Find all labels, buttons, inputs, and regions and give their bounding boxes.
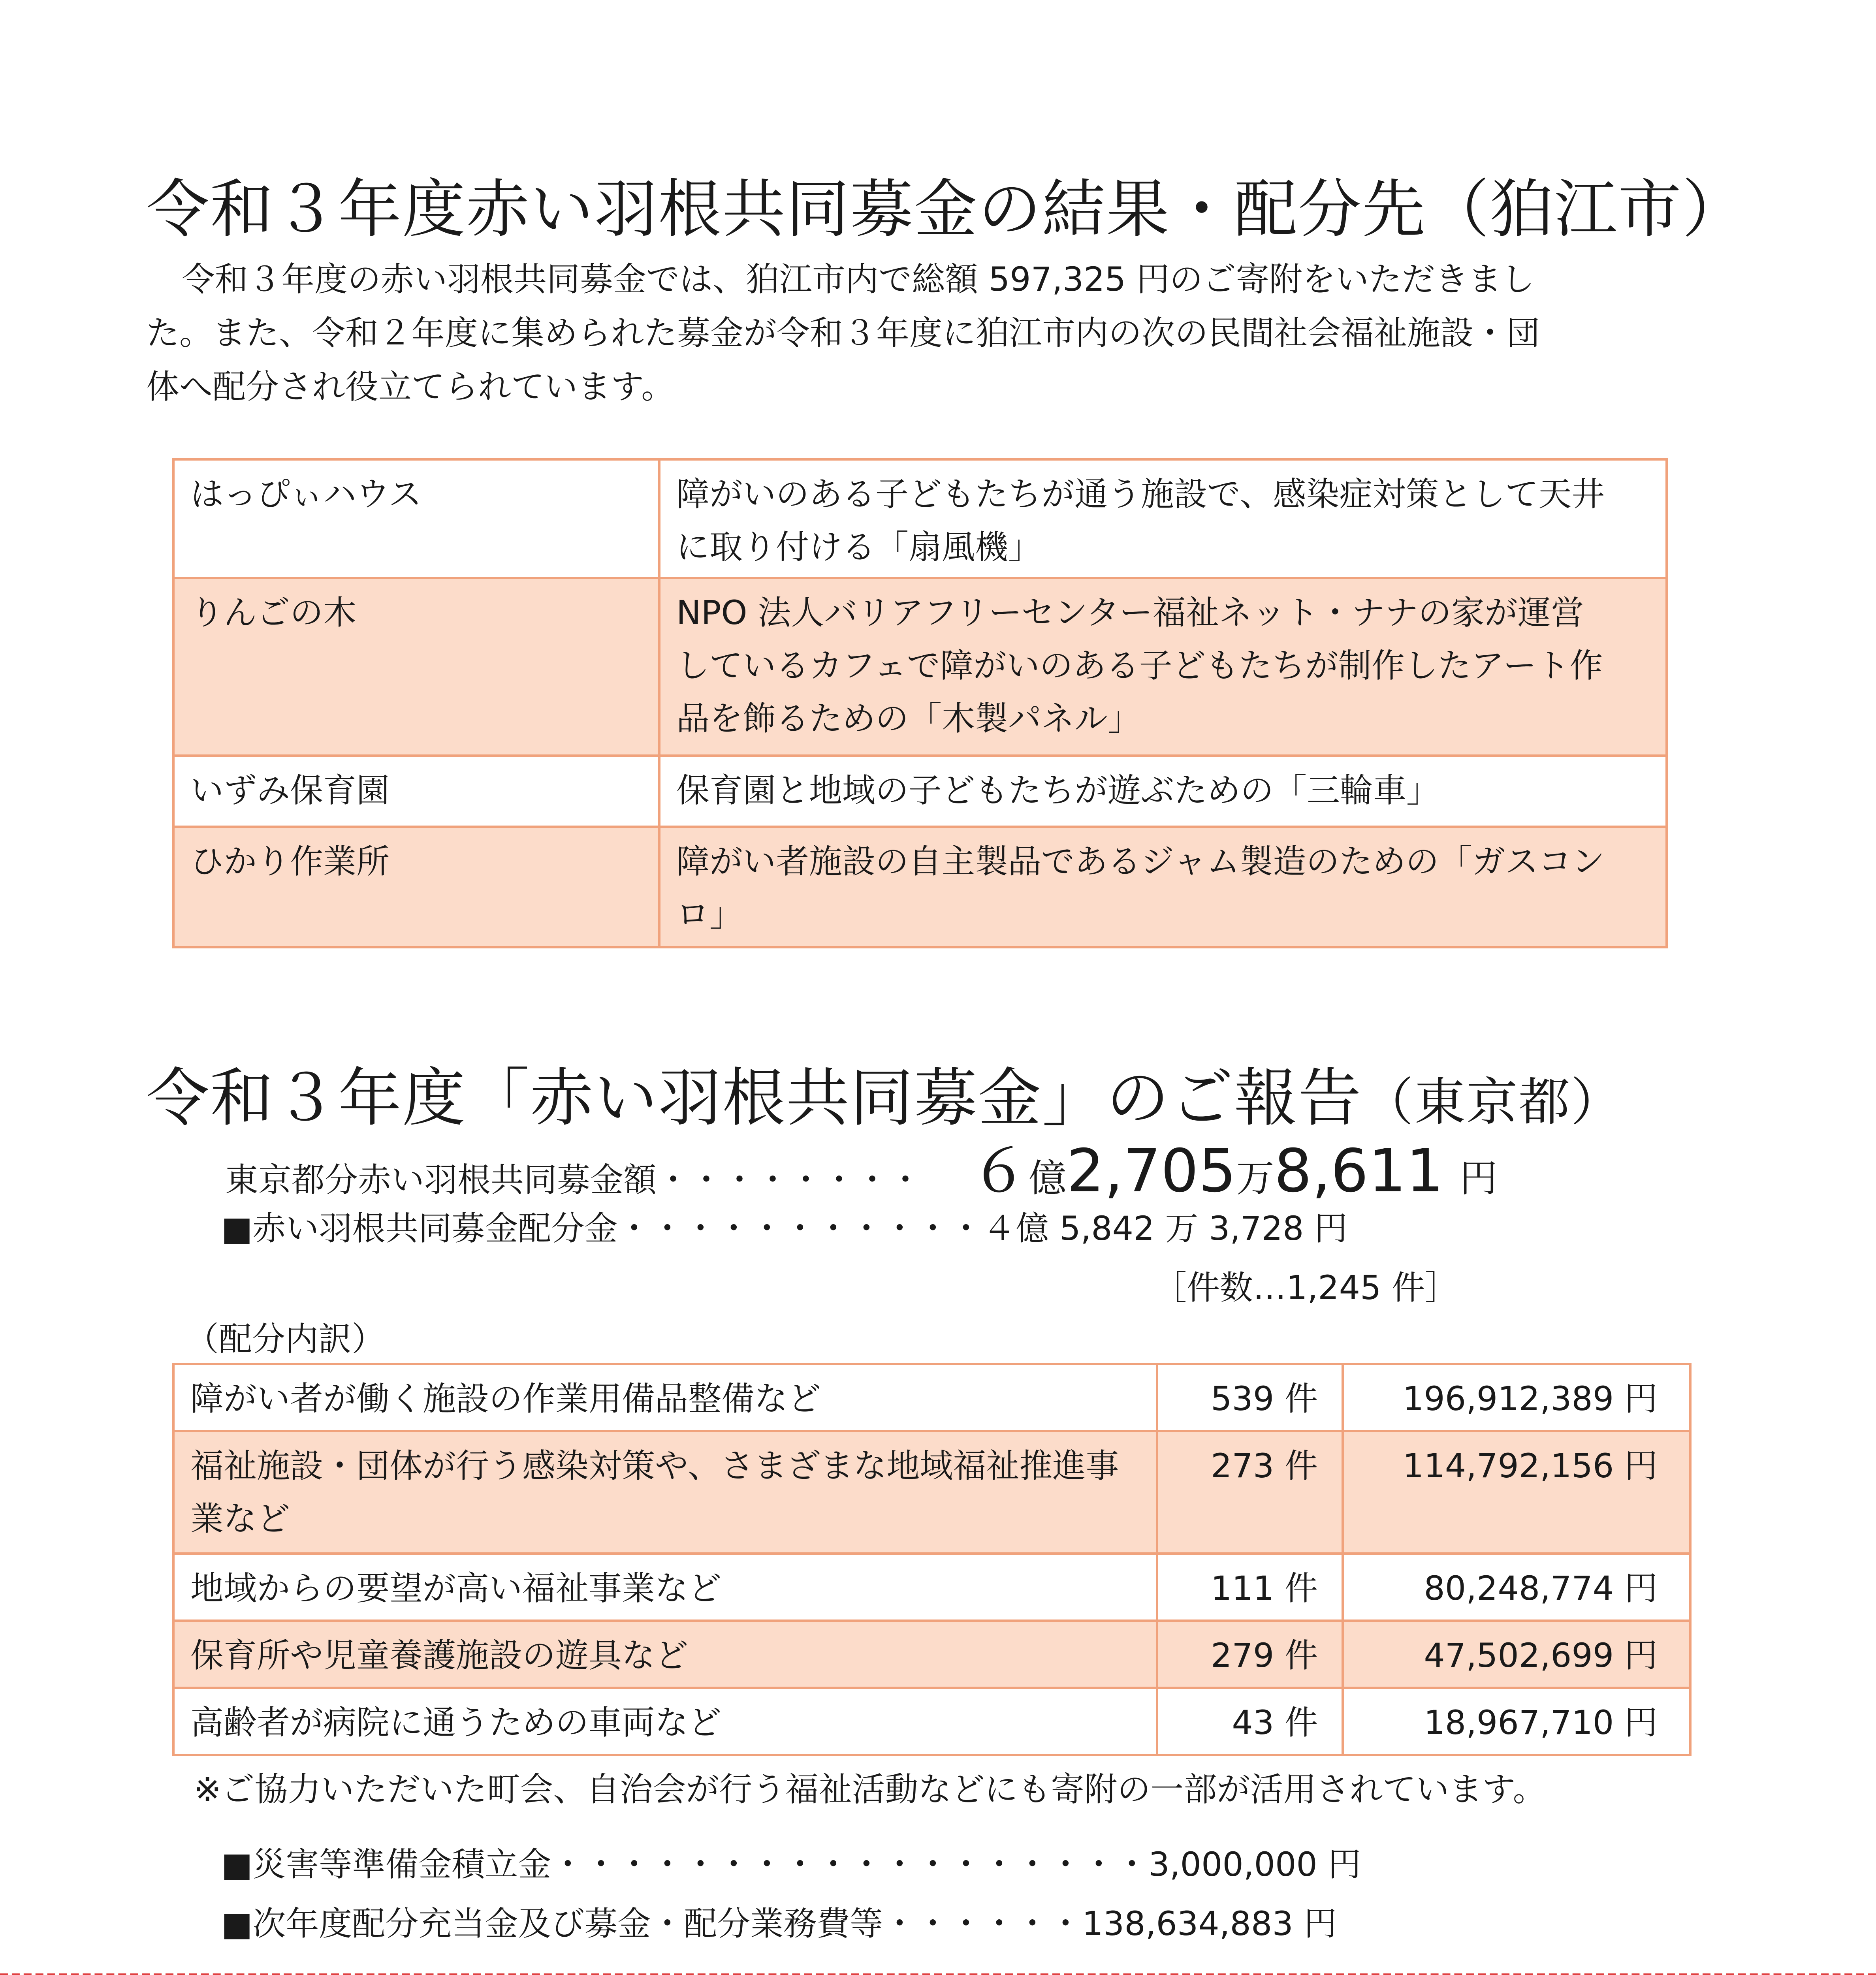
intro-line-3: 体へ配分され役立てられています。 — [146, 367, 675, 406]
facility-table — [172, 458, 1668, 948]
section1-title: 令和３年度赤い羽根共同募金の結果・配分先（狛江市） — [146, 172, 1746, 246]
facility-desc — [659, 827, 1667, 947]
allocation-table — [172, 1363, 1692, 1756]
table-row — [173, 1431, 1690, 1554]
allocation-item: 保育所や児童養護施設の遊具など — [173, 1621, 1157, 1688]
total-value-man: 2,705 — [1067, 1137, 1236, 1206]
allocation-item: 地域からの要望が高い福祉事業など — [173, 1554, 1157, 1621]
table-row — [173, 1621, 1690, 1688]
breakdown-label: （配分内訳） — [186, 1320, 385, 1358]
allocation-amount: 196,912,389 円 — [1343, 1364, 1690, 1431]
table-row — [173, 578, 1667, 756]
desc-line: 障がい者施設の自主製品であるジャム製造のための「ガスコン — [676, 842, 1605, 881]
item-line: 業など — [190, 1499, 290, 1538]
facility-desc — [659, 756, 1667, 827]
allocation-amount: 47,502,699 円 — [1343, 1621, 1690, 1688]
item-line: 福祉施設・団体が行う感染対策や、さまざまな地域福祉推進事 — [190, 1446, 1119, 1485]
dashed-divider — [0, 1973, 1876, 1975]
desc-line: 障がいのある子どもたちが通う施設で、感染症対策として天井 — [676, 475, 1605, 514]
table-row — [173, 1554, 1690, 1621]
total-value-yen: 8,611 — [1274, 1137, 1444, 1206]
allocation-item: 障がい者が働く施設の作業用備品整備など — [173, 1364, 1157, 1431]
facility-name: りんごの木 — [173, 578, 659, 756]
allocation-count: 111 件 — [1157, 1554, 1343, 1621]
intro-line-1: 令和３年度の赤い羽根共同募金では、狛江市内で総額 597,325 円のご寄附をいただきまし — [182, 260, 1535, 299]
allocation-line: ■赤い羽根共同募金配分金・・・・・・・・・・・４億 5,842 万 3,728 円 — [221, 1209, 1348, 1248]
total-value-oku: ６ — [969, 1137, 1029, 1206]
facility-name: はっぴぃハウス — [173, 459, 659, 578]
allocation-item — [173, 1431, 1157, 1554]
total-row — [225, 1137, 1498, 1206]
desc-line: 品を飾るための「木製パネル」 — [676, 699, 1141, 738]
facility-name: ひかり作業所 — [173, 827, 659, 947]
reserve-line: ■災害等準備金積立金・・・・・・・・・・・・・・・・・・3,000,000 円 — [221, 1845, 1361, 1884]
table-row — [173, 827, 1667, 947]
desc-line: しているカフェで障がいのある子どもたちが制作したアート作 — [676, 646, 1603, 685]
title-main: 令和３年度「赤い羽根共同募金」のご報告 — [146, 1061, 1362, 1135]
count-line: ［件数…1,245 件］ — [1153, 1268, 1458, 1307]
facility-desc — [659, 459, 1667, 578]
unit-yen: 円 — [1459, 1156, 1498, 1200]
unit-man: 万 — [1236, 1156, 1274, 1200]
table-row — [173, 459, 1667, 578]
next-year-line: ■次年度配分充当金及び募金・配分業務費等・・・・・・138,634,883 円 — [221, 1904, 1337, 1943]
total-label: 東京都分赤い羽根共同募金額・・・・・・・・ — [225, 1161, 922, 1199]
allocation-count: 273 件 — [1157, 1431, 1343, 1554]
allocation-amount: 114,792,156 円 — [1343, 1431, 1690, 1554]
allocation-amount: 18,967,710 円 — [1343, 1688, 1690, 1755]
usage-note: ※ご協力いただいた町会、自治会が行う福祉活動などにも寄附の一部が活用されています。 — [194, 1770, 1546, 1809]
intro-line-2: た。また、令和２年度に集められた募金が令和３年度に狛江市内の次の民間社会福祉施設・団 — [146, 314, 1540, 352]
title-region: （東京都） — [1362, 1072, 1623, 1132]
allocation-amount: 80,248,774 円 — [1343, 1554, 1690, 1621]
unit-oku: 億 — [1029, 1156, 1067, 1200]
desc-line: ロ」 — [676, 895, 743, 934]
desc-line: 保育園と地域の子どもたちが遊ぶための「三輪車」 — [676, 771, 1440, 810]
allocation-count: 43 件 — [1157, 1688, 1343, 1755]
section2-title — [146, 1059, 1623, 1142]
table-row — [173, 756, 1667, 827]
allocation-count: 539 件 — [1157, 1364, 1343, 1431]
facility-name: いずみ保育園 — [173, 756, 659, 827]
desc-line: NPO 法人バリアフリーセンター福祉ネット・ナナの家が運営 — [676, 593, 1584, 632]
table-row — [173, 1364, 1690, 1431]
allocation-count: 279 件 — [1157, 1621, 1343, 1688]
table-row — [173, 1688, 1690, 1755]
allocation-item: 高齢者が病院に通うための車両など — [173, 1688, 1157, 1755]
facility-desc — [659, 578, 1667, 756]
desc-line: に取り付ける「扇風機」 — [676, 528, 1042, 566]
